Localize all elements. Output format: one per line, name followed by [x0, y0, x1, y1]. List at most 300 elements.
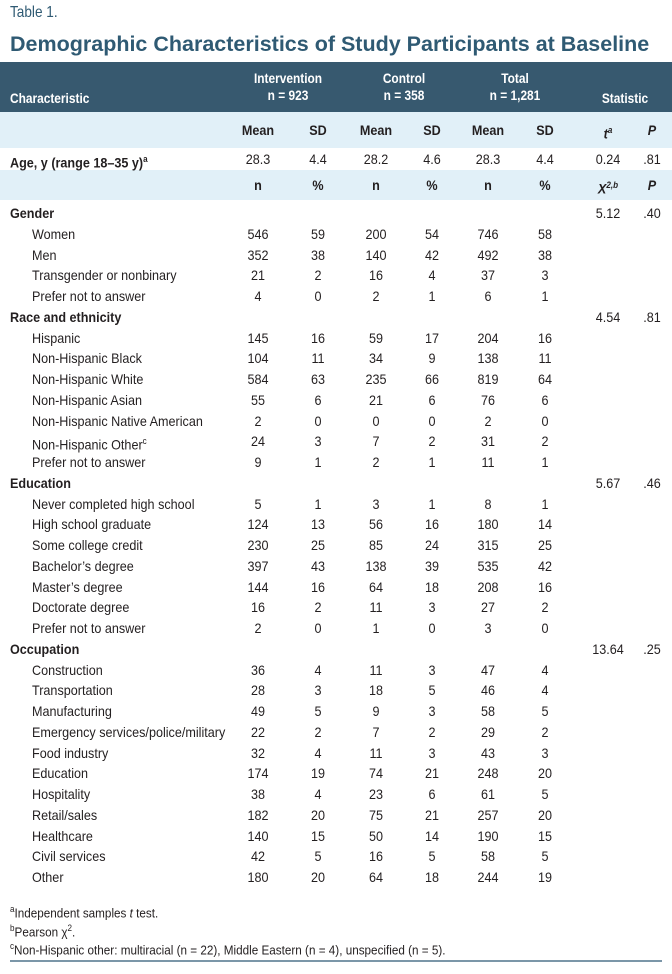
row-label — [32, 265, 177, 286]
cell-value: 8 — [484, 495, 492, 512]
row-label — [32, 784, 90, 805]
row-label — [10, 639, 79, 660]
cell-value: 4 — [314, 661, 322, 678]
table-cell — [461, 431, 515, 452]
table-cell — [291, 265, 345, 286]
cell-value: 1 — [372, 620, 380, 636]
cell-value: 15 — [537, 827, 553, 844]
table-row — [0, 265, 672, 286]
cell-value: 11 — [538, 350, 552, 367]
table-cell — [405, 597, 459, 618]
cell-value: 28 — [250, 682, 266, 699]
label-text: Construction — [32, 661, 103, 678]
table-cell — [291, 390, 345, 411]
footnote-text: test. — [132, 905, 159, 921]
table-cell — [231, 175, 285, 196]
label-text: Age, y (range 18–35 y) — [10, 154, 144, 171]
table-cell — [405, 680, 459, 701]
cell-value: 2 — [372, 454, 380, 470]
table-cell — [291, 846, 345, 867]
cell-value: 21 — [424, 806, 440, 823]
table-cell — [291, 660, 345, 681]
cell-value: 1 — [541, 288, 549, 304]
table-cell — [231, 452, 285, 473]
cell-value: 14 — [537, 516, 553, 533]
table-row — [0, 556, 672, 577]
cell-value: 31 — [480, 433, 496, 450]
header-total — [464, 70, 566, 104]
cell-value: 3 — [372, 495, 380, 512]
table-cell — [625, 175, 672, 196]
row-label — [32, 597, 129, 618]
footnote-italic: t — [129, 905, 133, 921]
group-name: Intervention — [253, 70, 323, 86]
table-cell — [518, 556, 572, 577]
cell-value: .40 — [643, 205, 661, 221]
cell-value: 140 — [365, 246, 387, 263]
cell-value: 5 — [314, 703, 322, 719]
table-cell — [349, 826, 403, 847]
table-row — [0, 328, 672, 349]
cell-value: 2 — [254, 412, 262, 429]
row-label — [32, 722, 225, 743]
table-cell — [231, 535, 285, 556]
cell-value: n — [372, 177, 380, 193]
label-text: Civil services — [32, 848, 106, 865]
label-text: Emergency services/police/military — [32, 723, 226, 740]
cell-value: 3 — [484, 620, 492, 636]
table-cell — [231, 722, 285, 743]
cell-value: 29 — [480, 723, 496, 740]
label-text: Some college credit — [32, 537, 143, 553]
table-cell — [405, 494, 459, 515]
cell-value: 174 — [247, 765, 269, 782]
table-cell — [349, 680, 403, 701]
cell-value: 19 — [310, 765, 326, 782]
table-cell — [231, 411, 285, 432]
cell-value: 4.4 — [536, 151, 554, 167]
cell-value: 11 — [369, 599, 383, 616]
table-row — [0, 369, 672, 390]
cell-value: 19 — [537, 869, 553, 885]
cell-value: 2 — [254, 620, 262, 636]
cell-value: 7 — [372, 723, 380, 740]
cell-value: 64 — [368, 578, 384, 595]
table-cell — [405, 784, 459, 805]
table-cell — [405, 348, 459, 369]
table-row — [0, 514, 672, 535]
cell-value: 244 — [477, 869, 499, 885]
table-cell — [291, 535, 345, 556]
cell-value: 18 — [424, 869, 440, 885]
table-row — [0, 680, 672, 701]
cell-value: 43 — [480, 744, 496, 761]
table-cell — [405, 369, 459, 390]
table-cell — [518, 701, 572, 722]
cell-value: 3 — [428, 599, 436, 616]
label-text: Transgender or nonbinary — [32, 267, 177, 284]
cell-value: 16 — [537, 329, 553, 346]
cell-value: 28.2 — [363, 151, 389, 167]
table-row — [0, 867, 672, 888]
cell-value: 25 — [310, 537, 326, 553]
cell-value: 0 — [428, 620, 436, 636]
group-n: n = 923 — [267, 87, 309, 103]
table-cell — [349, 452, 403, 473]
cell-value: % — [426, 177, 438, 193]
label-sup: c — [142, 436, 147, 447]
cell-value: 5.67 — [595, 474, 621, 491]
section-row — [0, 639, 672, 660]
table-cell — [231, 805, 285, 826]
cell-value: 58 — [480, 703, 496, 719]
cell-value: 16 — [310, 329, 326, 346]
group-name: Control — [382, 70, 426, 86]
cell-value: 746 — [477, 225, 499, 242]
footnote-mark: b — [10, 923, 15, 933]
table-row — [0, 763, 672, 784]
cell-value: 0 — [314, 412, 322, 429]
label-text: Never completed high school — [32, 495, 195, 512]
cell-value: P — [647, 177, 657, 193]
cell-value: 38 — [310, 246, 326, 263]
cell-value: 15 — [310, 827, 326, 844]
table-cell — [405, 701, 459, 722]
table-cell — [518, 763, 572, 784]
table-cell — [405, 763, 459, 784]
table-cell — [518, 245, 572, 266]
table-cell — [231, 245, 285, 266]
cell-value: 66 — [424, 371, 440, 387]
table-cell — [231, 867, 285, 888]
cell-value: 47 — [480, 661, 496, 678]
group-name: Total — [501, 70, 529, 86]
cell-value: 16 — [310, 578, 326, 595]
cell-value: 11 — [369, 661, 383, 678]
cell-value: 13.64 — [592, 640, 624, 657]
row-label — [32, 743, 108, 764]
cell-value: 4 — [541, 682, 549, 699]
cell-value: n — [484, 177, 492, 193]
footnote-sup: 2 — [67, 923, 73, 933]
table-cell — [291, 826, 345, 847]
cell-value: 49 — [250, 703, 266, 719]
cell-value: 34 — [368, 350, 384, 367]
label-text: Occupation — [10, 640, 80, 657]
cell-value: 257 — [477, 806, 499, 823]
table-cell — [518, 743, 572, 764]
label-text: Non-Hispanic White — [32, 371, 144, 387]
table-cell — [349, 722, 403, 743]
group-n: n = 358 — [383, 87, 425, 103]
cell-value: 39 — [424, 557, 440, 574]
cell-value: 11 — [481, 454, 495, 470]
label-text: Healthcare — [32, 827, 93, 844]
table-cell — [405, 452, 459, 473]
cell-value: 204 — [477, 329, 499, 346]
table-cell — [349, 784, 403, 805]
cell-value: 819 — [477, 371, 499, 387]
table-row — [0, 597, 672, 618]
cell-sup: 2,b — [606, 180, 619, 190]
cell-value: 352 — [247, 246, 269, 263]
footnote-mark: c — [10, 941, 15, 951]
label-text: Prefer not to answer — [32, 620, 146, 636]
cell-value: 3 — [314, 682, 322, 699]
table-cell — [518, 535, 572, 556]
table-cell — [405, 328, 459, 349]
cell-value: 3 — [541, 744, 549, 761]
label-text: Race and ethnicity — [10, 308, 122, 325]
cell-value: 16 — [424, 516, 440, 533]
cell-value: SD — [536, 122, 554, 138]
table-row — [0, 224, 672, 245]
table-cell — [518, 826, 572, 847]
table-cell — [231, 556, 285, 577]
table-cell — [461, 411, 515, 432]
table-cell — [518, 390, 572, 411]
table-cell — [461, 618, 515, 639]
label-text: Non-Hispanic Asian — [32, 391, 142, 408]
table-cell — [405, 120, 459, 141]
table-cell — [291, 328, 345, 349]
cell-value: % — [539, 177, 551, 193]
row-label — [32, 494, 194, 515]
cell-value: 23 — [368, 786, 384, 802]
row-label — [32, 245, 57, 266]
table-cell — [405, 390, 459, 411]
cell-value: 64 — [537, 371, 553, 387]
table-cell — [518, 369, 572, 390]
table-cell — [231, 390, 285, 411]
table-cell — [405, 175, 459, 196]
label-text: Education — [10, 474, 71, 491]
table-cell — [461, 743, 515, 764]
cell-value: 1 — [314, 495, 322, 512]
row-label — [10, 473, 71, 494]
cell-value: 54 — [424, 225, 440, 242]
table-cell — [349, 494, 403, 515]
cell-value: 36 — [250, 661, 266, 678]
label-text: Men — [32, 246, 57, 263]
table-cell — [461, 556, 515, 577]
cell-value: 180 — [477, 516, 499, 533]
cell-value: 4 — [428, 267, 436, 284]
table-cell — [461, 390, 515, 411]
cell-value: 59 — [310, 225, 326, 242]
row-label — [32, 763, 88, 784]
cell-value: 16 — [368, 267, 384, 284]
cell-value: 1 — [541, 495, 549, 512]
cell-value: X — [597, 180, 607, 197]
cell-value: 18 — [424, 578, 440, 595]
cell-value: 13 — [310, 516, 326, 533]
cell-value: 4.6 — [423, 151, 441, 167]
table-row — [0, 494, 672, 515]
table-cell — [349, 411, 403, 432]
table-cell — [461, 120, 515, 141]
cell-value: 0.24 — [595, 151, 621, 167]
table-cell — [405, 618, 459, 639]
cell-value: 11 — [369, 744, 383, 761]
cell-value: .25 — [643, 640, 661, 657]
cell-value: 28.3 — [245, 151, 271, 167]
label-text: High school graduate — [32, 516, 152, 533]
cell-value: 63 — [310, 371, 326, 387]
row-label — [32, 286, 145, 307]
table-cell — [518, 618, 572, 639]
row-label — [32, 224, 75, 245]
table-cell — [518, 784, 572, 805]
row-label — [32, 660, 103, 681]
table-cell — [291, 369, 345, 390]
table-cell — [518, 514, 572, 535]
cell-value: 2 — [428, 723, 436, 740]
table-row — [0, 805, 672, 826]
cell-value: 6 — [484, 288, 492, 304]
table-cell — [461, 535, 515, 556]
table-cell — [461, 452, 515, 473]
table-cell — [518, 805, 572, 826]
cell-value: 200 — [365, 225, 387, 242]
cell-value: .46 — [643, 474, 661, 491]
header-control — [353, 70, 455, 104]
table-cell — [405, 224, 459, 245]
cell-value: 20 — [310, 869, 326, 885]
table-cell — [349, 175, 403, 196]
table-cell — [231, 348, 285, 369]
table-cell — [405, 743, 459, 764]
table-cell — [405, 722, 459, 743]
table-row — [0, 618, 672, 639]
table-cell — [291, 763, 345, 784]
table-row — [0, 743, 672, 764]
table-cell — [231, 701, 285, 722]
cell-value: 64 — [368, 869, 384, 885]
table-cell — [349, 369, 403, 390]
cell-value: 0 — [372, 412, 380, 429]
table-cell — [461, 867, 515, 888]
table-row — [0, 722, 672, 743]
table-cell — [405, 245, 459, 266]
table-cell — [461, 514, 515, 535]
footnote-text: Independent samples — [14, 905, 130, 921]
table-cell — [461, 680, 515, 701]
table-cell — [461, 265, 515, 286]
cell-value: 5 — [541, 848, 549, 865]
table-row — [0, 348, 672, 369]
table-cell — [405, 660, 459, 681]
subheader-n-row — [0, 175, 672, 196]
cell-value: 1 — [314, 454, 322, 470]
cell-value: 25 — [537, 537, 553, 553]
table-cell — [349, 556, 403, 577]
cell-value: 4 — [314, 786, 322, 802]
cell-value: 138 — [477, 350, 499, 367]
footnote-mark: a — [10, 904, 15, 914]
cell-value: 2 — [541, 599, 549, 616]
cell-value: 4.54 — [595, 308, 621, 325]
cell-value: 1 — [541, 454, 549, 470]
table-cell — [291, 431, 345, 452]
label-text: Women — [32, 225, 76, 242]
table-cell — [461, 597, 515, 618]
cell-value: 61 — [480, 786, 496, 802]
table-cell — [518, 120, 572, 141]
cell-value: 0 — [541, 620, 549, 636]
table-cell — [349, 805, 403, 826]
table-cell — [231, 597, 285, 618]
table-cell — [405, 149, 459, 170]
cell-value: 16 — [537, 578, 553, 595]
section-row — [0, 203, 672, 224]
cell-value: 59 — [368, 329, 384, 346]
table-cell — [231, 431, 285, 452]
row-label — [32, 680, 113, 701]
cell-value: 42 — [537, 557, 553, 574]
table-cell — [291, 805, 345, 826]
table-cell — [291, 494, 345, 515]
table-cell — [231, 494, 285, 515]
table-cell — [349, 867, 403, 888]
cell-value: 21 — [424, 765, 440, 782]
table-cell — [625, 473, 672, 494]
cell-value: 18 — [368, 682, 384, 699]
table-cell — [349, 597, 403, 618]
table-cell — [518, 660, 572, 681]
cell-value: 2 — [314, 599, 322, 616]
table-cell — [461, 763, 515, 784]
table-cell — [291, 743, 345, 764]
cell-value: 1 — [428, 454, 436, 470]
cell-value: 17 — [424, 329, 440, 346]
cell-value: 4 — [314, 744, 322, 761]
cell-value: 6 — [428, 391, 436, 408]
cell-value: 230 — [247, 537, 269, 553]
bottom-rule — [10, 960, 662, 962]
table-cell — [349, 514, 403, 535]
table-row — [0, 784, 672, 805]
cell-value: 2 — [314, 267, 322, 284]
table-row — [0, 826, 672, 847]
row-label — [32, 452, 145, 473]
cell-value: 182 — [247, 806, 269, 823]
cell-value: 315 — [477, 537, 499, 553]
label-text: Food industry — [32, 744, 109, 761]
subheader-mean-row — [0, 120, 672, 141]
cell-value: 74 — [368, 765, 384, 782]
table-cell — [518, 597, 572, 618]
row-label — [32, 846, 106, 867]
table-cell — [349, 701, 403, 722]
label-text: Retail/sales — [32, 806, 98, 823]
table-cell — [291, 784, 345, 805]
table-cell — [518, 722, 572, 743]
cell-value: 138 — [365, 557, 387, 574]
row-label — [32, 701, 112, 722]
cell-value: 0 — [314, 288, 322, 304]
table-cell — [349, 120, 403, 141]
table-cell — [231, 784, 285, 805]
table-cell — [405, 826, 459, 847]
cell-value: 38 — [537, 246, 553, 263]
label-text: Prefer not to answer — [32, 454, 146, 470]
table-cell — [518, 328, 572, 349]
table-row — [0, 411, 672, 432]
label-text: Non-Hispanic Other — [32, 436, 143, 453]
label-text: Non-Hispanic Native American — [32, 412, 203, 429]
table-cell — [518, 175, 572, 196]
